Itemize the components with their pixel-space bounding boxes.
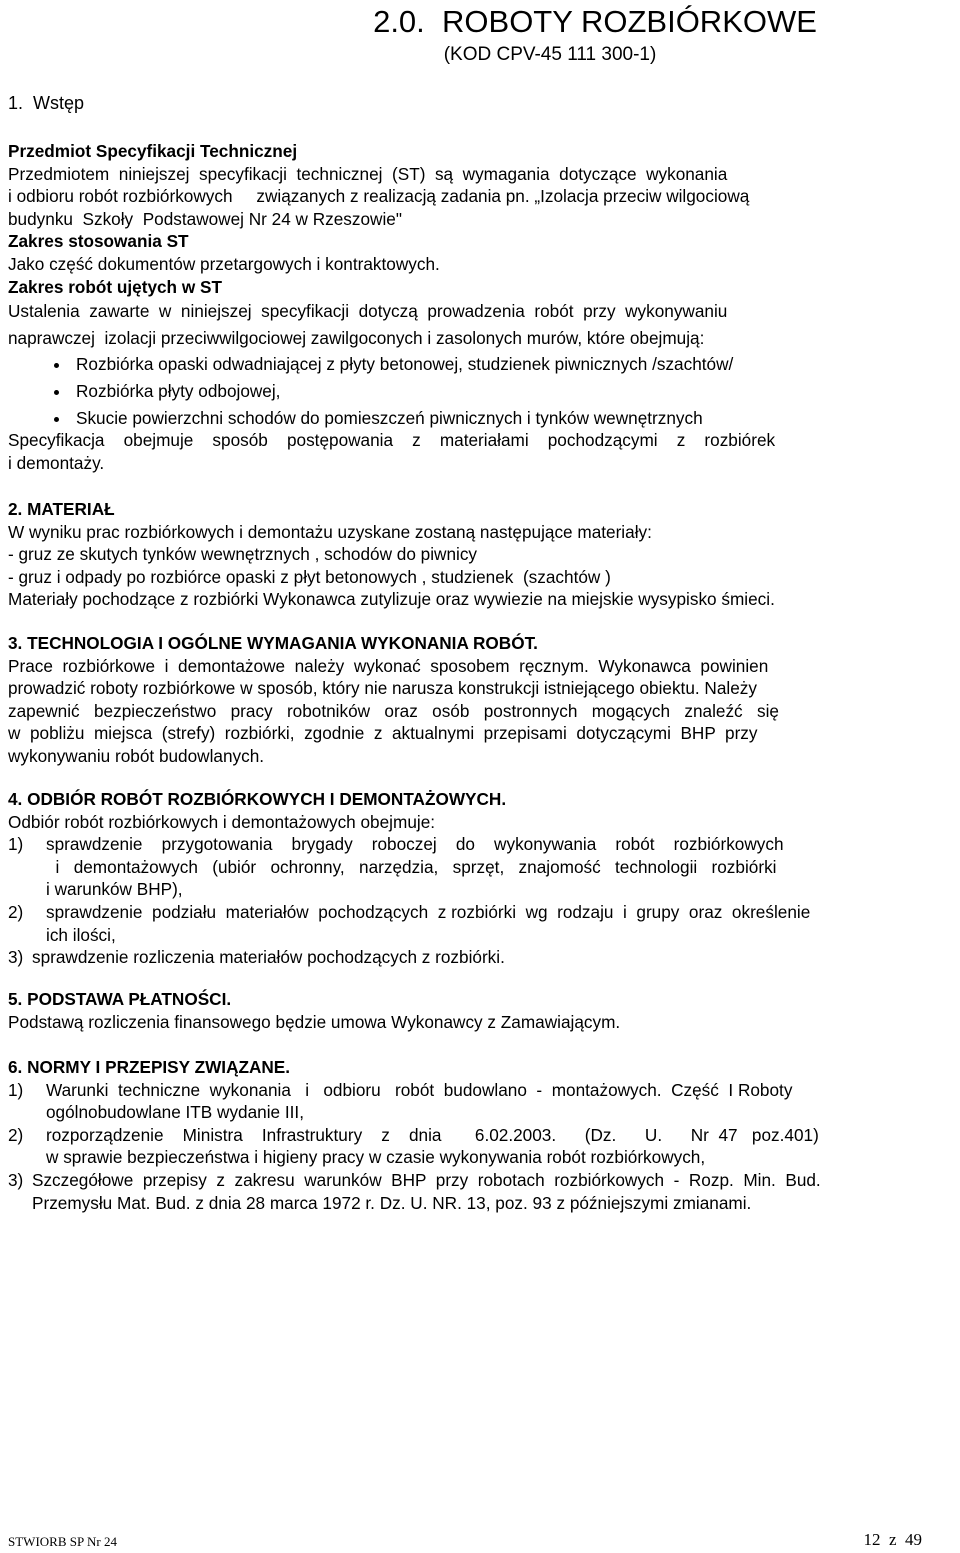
section-2-line: Materiały pochodzące z rozbiórki Wykonawca zutylizuje oraz wywiezie na miejskie wysypisko śmieci. bbox=[8, 589, 775, 610]
subheading-przedmiot: Przedmiot Specyfikacji Technicznej bbox=[8, 141, 298, 161]
list-number: 2) bbox=[8, 901, 24, 922]
section-2-line: - gruz ze skutych tynków wewnętrznych , schodów do piwnicy bbox=[8, 544, 478, 565]
bullet-item: Rozbiórka opaski odwadniającej z płyty betonowej, studzienek piwnicznych /szachtów/ bbox=[8, 353, 954, 376]
section-4-heading: 4. ODBIÓR ROBÓT ROZBIÓRKOWYCH I DEMONTAŻOWYCH. bbox=[8, 789, 507, 809]
section-4 bbox=[8, 788, 954, 969]
para-zakres-robot-line-1: Ustalenia zawarte w niniejszej specyfikacji dotyczą prowadzenia robót przy wykonywaniu bbox=[8, 301, 728, 322]
list-item-line: ich ilości, bbox=[46, 924, 116, 945]
list-item-line: Szczegółowe przepisy z zakresu warunków BHP przy robotach rozbiórkowych - Rozp. Min. Bud. bbox=[32, 1169, 821, 1190]
list-item-line: i demontażowych (ubiór ochronny, narzędzia, sprzęt, znajomość technologii rozbiórki bbox=[46, 856, 777, 877]
list-item bbox=[8, 833, 954, 901]
subheading-zakres-robot: Zakres robót ujętych w ST bbox=[8, 276, 222, 297]
section-3-line: prowadzić roboty rozbiórkowe w sposób, który nie narusza konstrukcji istniejącego obiektu. Należy bbox=[8, 678, 757, 699]
list-item-line: w sprawie bezpieczeństwa i higieny pracy w czasie wykonywania robót rozbiórkowych, bbox=[46, 1147, 706, 1168]
section-2-line: - gruz i odpady po rozbiórce opaski z płyt betonowych , studzienek (szachtów ) bbox=[8, 566, 611, 587]
document-title bbox=[0, 4, 960, 40]
list-item-line: i warunków BHP), bbox=[46, 879, 183, 900]
title-text: 2.0. ROBOTY ROZBIÓRKOWE bbox=[373, 4, 817, 39]
list-item-line: rozporządzenie Ministra Infrastruktury z dnia 6.02.2003. (Dz. U. Nr 47 poz.401) bbox=[46, 1124, 819, 1145]
list-number: 3) bbox=[8, 947, 24, 968]
list-number: 1) bbox=[8, 1079, 24, 1100]
document-subtitle bbox=[0, 44, 960, 66]
section-2-line: W wyniku prac rozbiórkowych i demontażu uzyskane zostaną następujące materiały: bbox=[8, 521, 652, 542]
footer-doc-id: STWIORB SP Nr 24 bbox=[8, 1534, 117, 1549]
list-item bbox=[8, 901, 954, 946]
para-zakres-robot-line-2: naprawczej izolacji przeciwwilgociowej zawilgoconych i zasolonych murów, które obejmują: bbox=[8, 327, 705, 348]
list-number: 3) bbox=[8, 1169, 24, 1190]
section-5-line: Podstawą rozliczenia finansowego będzie umowa Wykonawcy z Zamawiającym. bbox=[8, 1011, 621, 1032]
section-4-intro: Odbiór robót rozbiórkowych i demontażowych obejmuje: bbox=[8, 811, 436, 832]
section-2 bbox=[8, 498, 954, 611]
para-przedmiot-line-1: Przedmiotem niniejszej specyfikacji technicznej (ST) są wymagania dotyczące wykonania bbox=[8, 163, 728, 184]
section-3-line: w pobliżu miejsca (strefy) rozbiórki, zgodnie z aktualnymi przepisami dotyczącymi BHP przy bbox=[8, 723, 758, 744]
para-przedmiot-line-3: budynku Szkoły Podstawowej Nr 24 w Rzeszowie" bbox=[8, 208, 402, 229]
list-item-line: sprawdzenie przygotowania brygady roboczej do wykonywania robót rozbiórkowych bbox=[46, 834, 784, 855]
subheading-zakres-stosowania: Zakres stosowania ST bbox=[8, 231, 189, 252]
para-specyfikacja-line-2: i demontaży. bbox=[8, 452, 105, 473]
para-zakres-stosowania: Jako część dokumentów przetargowych i kontraktowych. bbox=[8, 253, 440, 274]
list-number: 2) bbox=[8, 1124, 24, 1145]
list-item bbox=[8, 1079, 954, 1124]
list-item-line: Przemysłu Mat. Bud. z dnia 28 marca 1972 r. Dz. U. NR. 13, poz. 93 z późniejszymi zmianami. bbox=[32, 1192, 752, 1213]
section-2-heading: 2. MATERIAŁ bbox=[8, 499, 115, 519]
footer-page-number: 12 z 49 bbox=[863, 1530, 922, 1549]
list-item-line: Warunki techniczne wykonania i odbioru robót budowlano - montażowych. Część I Roboty bbox=[46, 1079, 793, 1100]
list-number: 1) bbox=[8, 834, 24, 855]
list-item-line: sprawdzenie rozliczenia materiałów pochodzących z rozbiórki. bbox=[32, 947, 505, 968]
section-1-heading: 1. Wstęp bbox=[8, 93, 85, 113]
para-przedmiot-line-2: i odbioru robót rozbiórkowych związanych z realizacją zadania pn. „Izolacja przeciw wilgociową bbox=[8, 186, 750, 207]
section-1 bbox=[8, 140, 954, 474]
list-item bbox=[8, 1124, 954, 1169]
bullet-item: Skucie powierzchni schodów do pomieszczeń piwnicznych i tynków wewnętrznych bbox=[8, 407, 954, 430]
section-3-line: zapewnić bezpieczeństwo pracy robotników oraz osób postronnych mogących znaleźć się bbox=[8, 700, 779, 721]
list-item bbox=[8, 1169, 954, 1214]
section-3-line: Prace rozbiórkowe i demontażowe należy wykonać sposobem ręcznym. Wykonawca powinien bbox=[8, 655, 769, 676]
list-item bbox=[8, 946, 954, 969]
section-5-heading: 5. PODSTAWA PŁATNOŚCI. bbox=[8, 989, 232, 1009]
section-6 bbox=[8, 1056, 954, 1214]
section-5 bbox=[8, 988, 954, 1033]
section-3-heading: 3. TECHNOLOGIA I OGÓLNE WYMAGANIA WYKONANIA ROBÓT. bbox=[8, 633, 538, 653]
bullet-item: Rozbiórka płyty odbojowej, bbox=[8, 380, 954, 403]
section-3 bbox=[8, 632, 954, 768]
section-6-heading: 6. NORMY I PRZEPISY ZWIĄZANE. bbox=[8, 1057, 291, 1077]
list-item-line: sprawdzenie podziału materiałów pochodzących z rozbiórki wg rodzaju i grupy oraz określenie bbox=[46, 901, 811, 922]
para-specyfikacja-line-1: Specyfikacja obejmuje sposób postępowania z materiałami pochodzącymi z rozbiórek bbox=[8, 430, 776, 451]
list-item-line: ogólnobudowlane ITB wydanie III, bbox=[46, 1102, 304, 1123]
section-3-line: wykonywaniu robót budowlanych. bbox=[8, 745, 265, 766]
subtitle-text: (KOD CPV-45 111 300-1) bbox=[443, 44, 657, 65]
